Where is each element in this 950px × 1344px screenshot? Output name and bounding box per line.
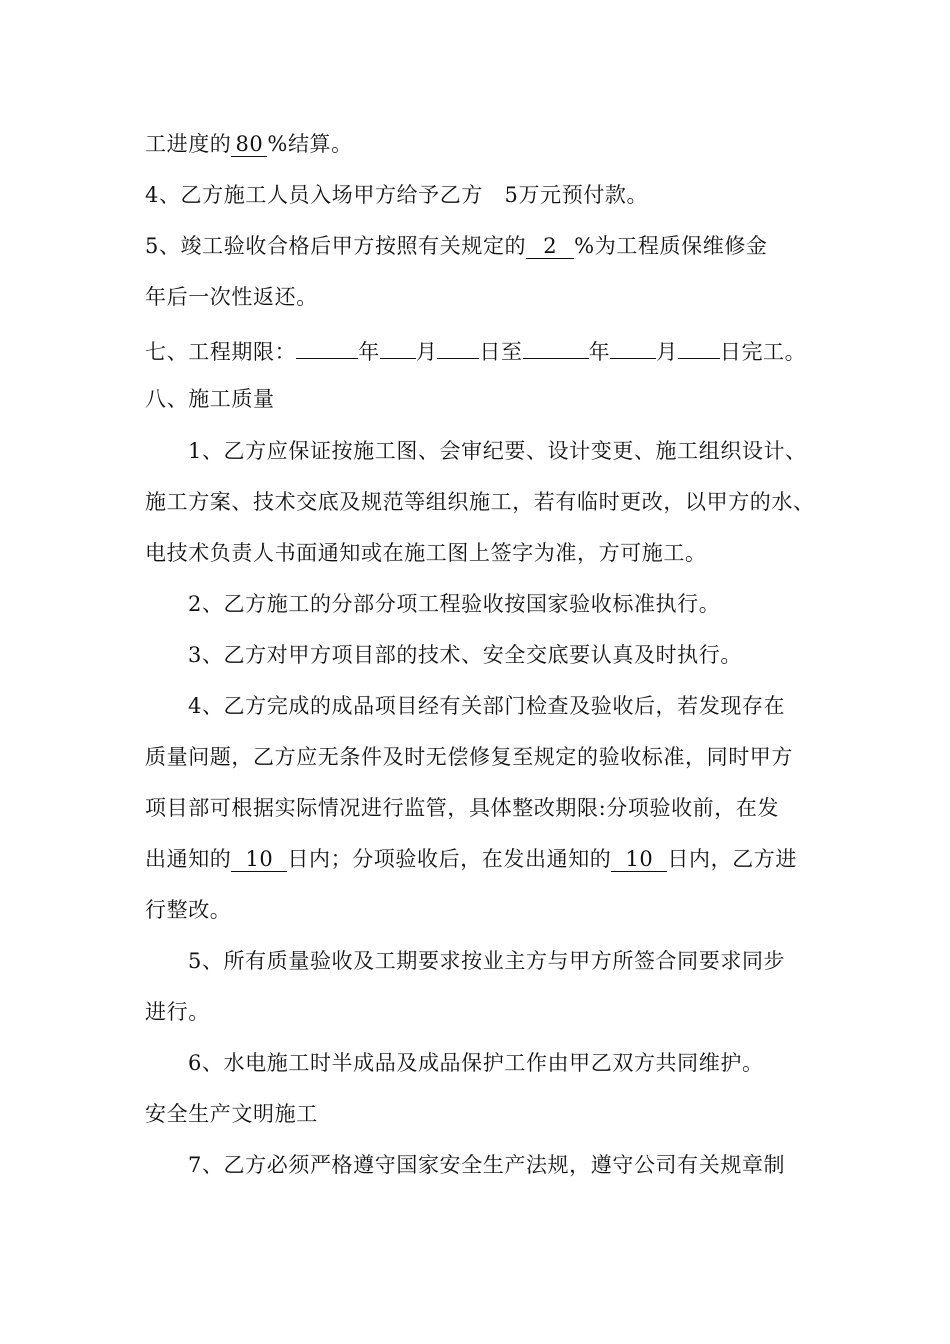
days-after-blank: 10 xyxy=(611,847,667,872)
safety-clause-7: 7、乙方必须严格遵守国家安全生产法规，遵守公司有关规章制 xyxy=(188,1153,786,1177)
text: 日至 xyxy=(479,340,523,364)
start-month-blank xyxy=(380,334,416,359)
text: 月 xyxy=(656,340,678,364)
text: 年 xyxy=(358,340,380,364)
quality-clause-3: 3、乙方对甲方项目部的技术、安全交底要认真及时执行。 xyxy=(188,643,742,667)
text: 月 xyxy=(415,340,438,364)
text: %结算。 xyxy=(267,132,353,156)
text: 日完工。 xyxy=(719,340,807,364)
text: 出通知的 xyxy=(145,847,232,871)
section-7-period xyxy=(145,334,806,362)
days-before-blank: 10 xyxy=(231,847,287,872)
clause-5-warranty xyxy=(145,232,768,260)
end-month-blank xyxy=(610,334,656,359)
section-label: 七、工程期限： xyxy=(145,340,297,364)
quality-clause-2: 2、乙方施工的分部分项工程验收按国家验收标准执行。 xyxy=(188,592,721,616)
quality-clause-6: 6、水电施工时半成品及成品保护工作由甲乙双方共同维护。 xyxy=(188,1051,764,1075)
quality-clause-4-cont: 项目部可根据实际情况进行监管，具体整改期限:分项验收前，在发 xyxy=(145,796,780,820)
start-year-blank xyxy=(296,334,358,359)
section-8-heading: 八、施工质量 xyxy=(145,387,275,411)
progress-percent-blank: 80 xyxy=(231,132,267,157)
warranty-percent-blank: 2 xyxy=(526,234,574,259)
quality-clause-4-deadlines xyxy=(145,845,797,873)
text: %为工程质保维修金 xyxy=(574,234,768,258)
text: 日内；分项验收后，在发出通知的 xyxy=(287,847,612,871)
end-day-blank xyxy=(678,334,720,359)
quality-clause-5: 5、所有质量验收及工期要求按业主方与甲方所签合同要求同步 xyxy=(188,949,786,973)
text: 5、竣工验收合格后甲方按照有关规定的 xyxy=(145,234,527,258)
text: 日内，乙方进 xyxy=(667,847,798,871)
quality-clause-1-cont: 电技术负责人书面通知或在施工图上签字为准，方可施工。 xyxy=(145,541,707,565)
text: 工进度的 xyxy=(145,132,232,156)
quality-clause-4-cont: 行整改。 xyxy=(145,898,232,922)
clause-4-advance-payment: 4、乙方施工人员入场甲方给予乙方 5万元预付款。 xyxy=(145,183,649,207)
text: 年 xyxy=(588,340,611,364)
quality-clause-4-cont: 质量问题，乙方应无条件及时无偿修复至规定的验收标准，同时甲方 xyxy=(145,745,793,769)
safety-heading: 安全生产文明施工 xyxy=(145,1102,318,1126)
quality-clause-4: 4、乙方完成的成品项目经有关部门检查及验收后，若发现存在 xyxy=(188,694,786,718)
start-day-blank xyxy=(437,334,479,359)
warranty-return-line: 年后一次性返还。 xyxy=(145,285,318,309)
end-year-blank xyxy=(523,334,589,359)
quality-clause-5-cont: 进行。 xyxy=(145,1000,210,1024)
payment-progress-line xyxy=(145,130,353,158)
quality-clause-1: 1、乙方应保证按施工图、会审纪要、设计变更、施工组织设计、 xyxy=(188,439,807,463)
quality-clause-1-cont: 施工方案、技术交底及规范等组织施工，若有临时更改，以甲方的水、 xyxy=(145,490,815,514)
